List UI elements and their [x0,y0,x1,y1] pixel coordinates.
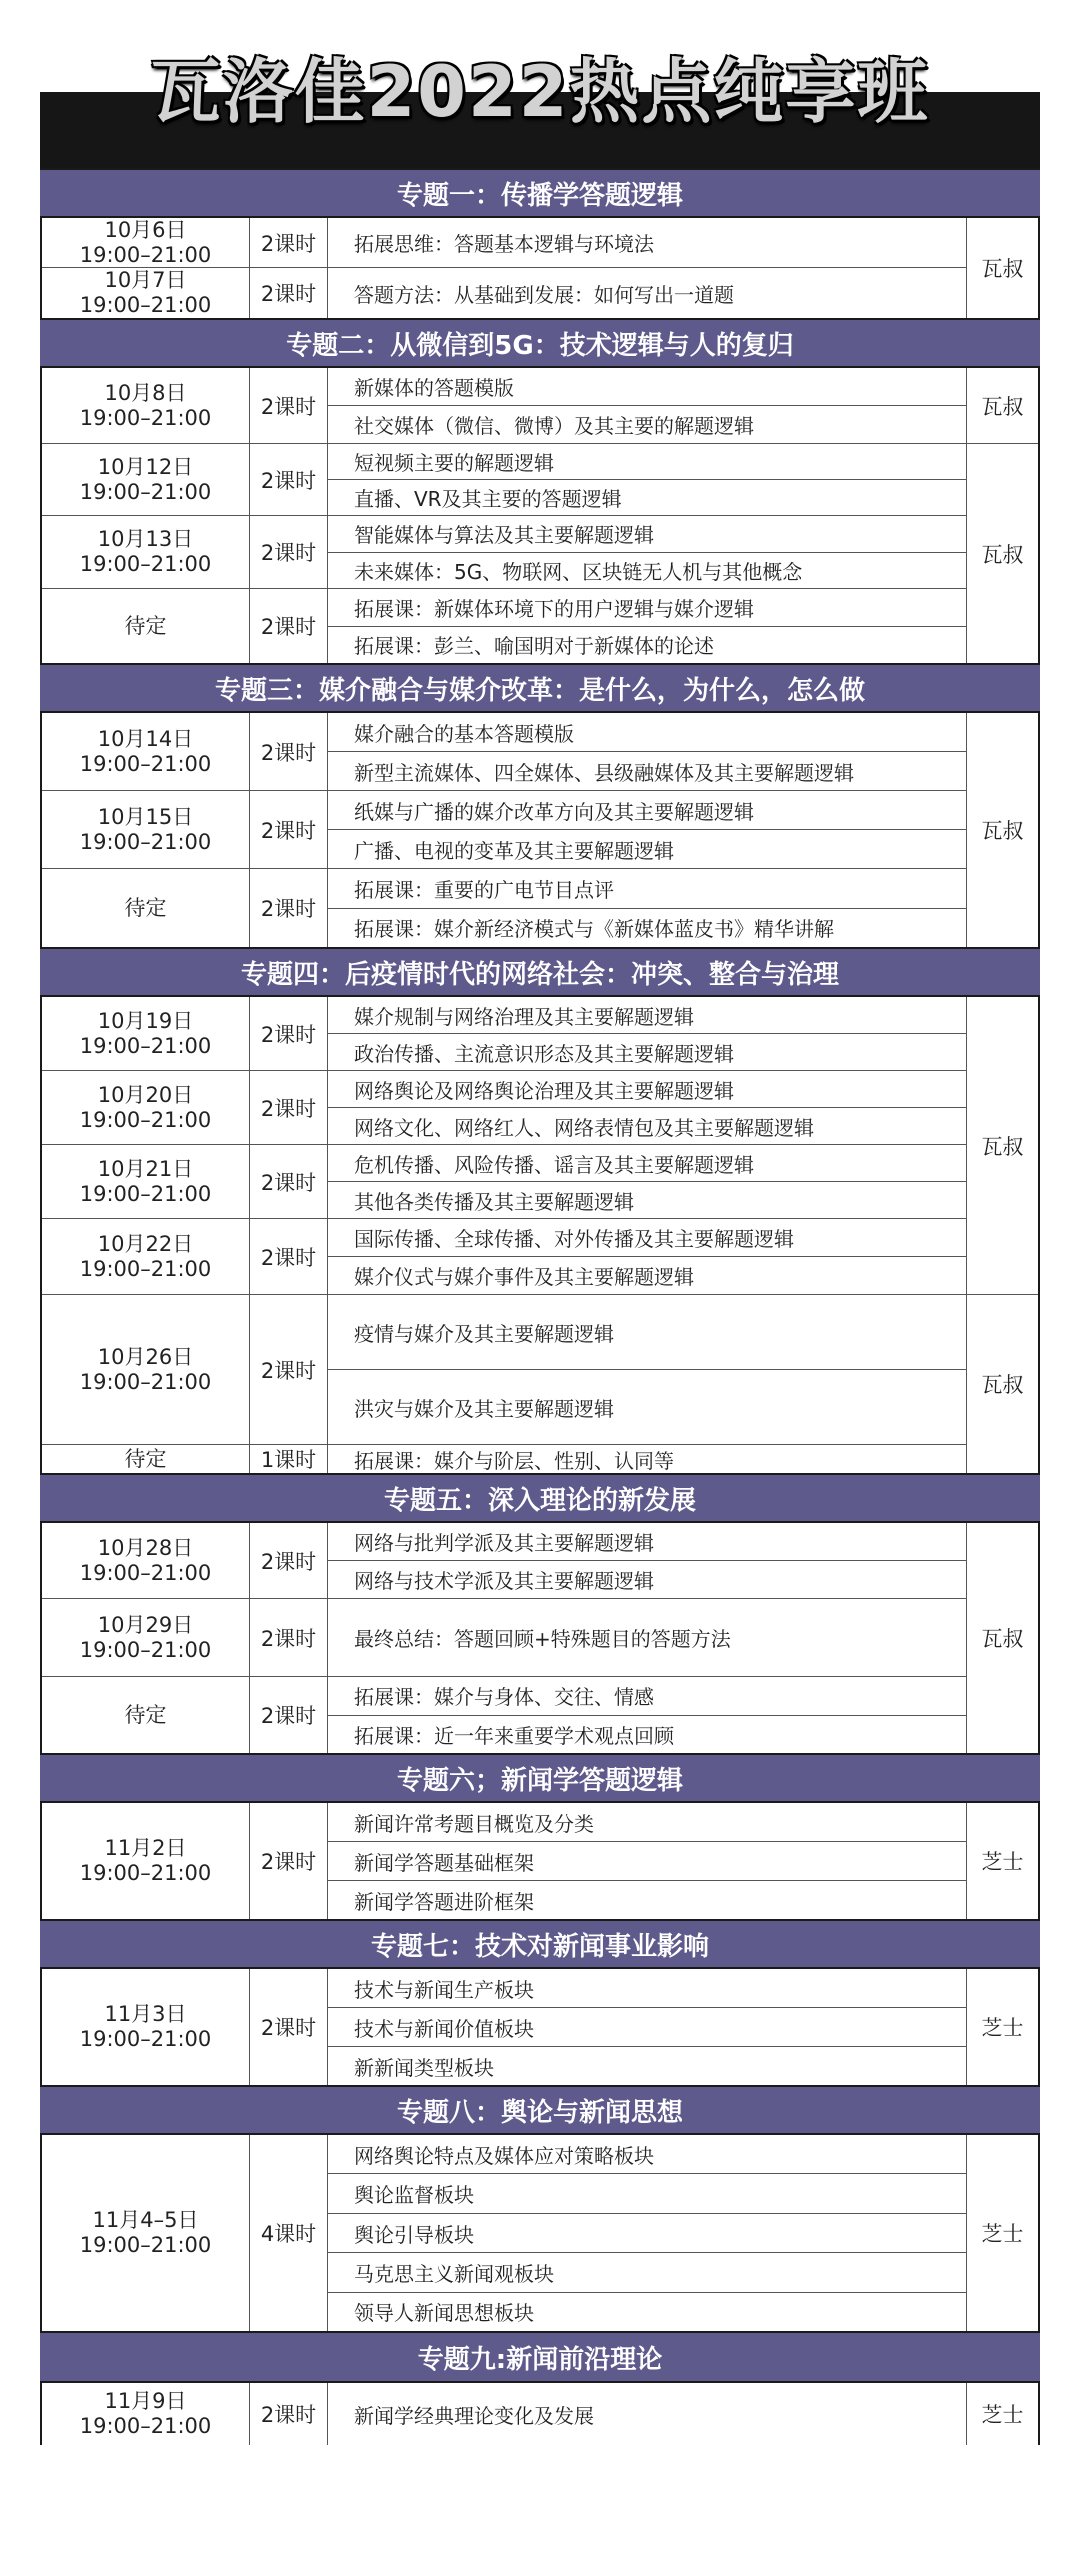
session-date: 11月2日 [104,1836,187,1860]
session-hours: 2课时 [250,1295,328,1444]
teacher-column [966,713,1038,947]
session-date-cell [42,444,250,515]
topic-block [40,2383,1040,2445]
table-row [42,368,966,444]
topic-header: 专题七：技术对新闻事业影响 [40,1919,1040,1969]
lesson-item: 新新闻类型板块 [354,2055,494,2080]
lesson-item: 新闻学答题基础框架 [328,1842,966,1881]
session-hours: 2课时 [250,444,328,515]
table-row [42,2135,966,2331]
teacher-name: 瓦叔 [981,819,1024,843]
session-time: 19:00–21:00 [79,1861,212,1885]
topic-block [40,2135,1040,2331]
lesson-item: 最终总结：答题回顾+特殊题目的答题方法 [354,1627,731,1651]
topic-header: 专题四：后疫情时代的网络社会：冲突、整合与治理 [40,947,1040,997]
table-row [42,268,966,318]
session-date: 10月19日 [97,1008,194,1033]
session-time: 19:00–21:00 [79,405,212,430]
topic-block [40,1803,1040,1919]
table-row [42,589,966,663]
lesson-item: 新型主流媒体、四全媒体、县级融媒体及其主要解题逻辑 [354,760,854,785]
session-hours: 2课时 [250,368,328,443]
session-hours: 2课时 [250,1969,328,2085]
table-row [42,1599,966,1677]
teacher-column [966,1969,1038,2085]
session-date: 11月3日 [104,2002,187,2026]
teacher-name: 瓦叔 [981,1373,1024,1397]
session-hours: 2课时 [250,1145,328,1218]
teacher-column [966,997,1038,1473]
lesson-item: 新闻学答题进阶框架 [354,1889,534,1914]
session-date: 11月9日 [104,2389,187,2413]
session-date-cell [42,1145,250,1218]
lesson-item: 未来媒体：5G、物联网、区块链无人机与其他概念 [354,559,803,584]
session-date: 10月15日 [97,804,194,829]
session-date: 10月6日 [104,217,187,242]
table-row [42,1145,966,1219]
lesson-item: 媒介规制与网络治理及其主要解题逻辑 [328,997,966,1034]
lesson-item: 舆论监督板块 [328,2174,966,2213]
session-date-cell [42,268,250,318]
teacher-column [966,2135,1038,2331]
session-date: 待定 [124,895,167,920]
session-items [328,1219,966,1294]
lesson-item: 社交媒体（微信、微博）及其主要的解题逻辑 [354,414,754,438]
session-date: 10月28日 [97,1535,194,1560]
session-date-cell [42,1445,250,1473]
session-time: 19:00–21:00 [79,2233,212,2257]
session-date: 10月14日 [97,726,194,751]
session-time: 19:00–21:00 [79,1107,212,1132]
lesson-item: 拓展课：彭兰、喻国明对于新媒体的论述 [354,634,714,659]
session-items [328,516,966,588]
session-hours: 4课时 [250,2135,328,2331]
teacher-name: 芝士 [981,2222,1024,2246]
session-items [328,1445,966,1473]
teacher-name: 瓦叔 [981,257,1024,281]
lesson-item: 疫情与媒介及其主要解题逻辑 [328,1295,966,1370]
session-hours: 2课时 [250,713,328,790]
table-row [42,1445,966,1473]
session-time: 19:00–21:00 [79,2027,212,2051]
lesson-item: 网络舆论特点及媒体应对策略板块 [328,2135,966,2174]
session-rows [42,1523,966,1753]
session-rows [42,2383,966,2445]
session-date-cell [42,1599,250,1676]
session-hours: 2课时 [250,997,328,1070]
table-row [42,1803,966,1919]
session-date: 待定 [124,613,167,638]
schedule-table [40,168,1040,2445]
session-time: 19:00–21:00 [79,1256,212,1281]
session-hours: 2课时 [250,1523,328,1598]
session-items [328,1071,966,1144]
teacher-column [966,218,1038,318]
session-date-cell [42,1677,250,1753]
session-date-cell [42,2383,250,2445]
session-hours: 2课时 [250,1071,328,1144]
session-date: 10月13日 [97,527,194,551]
session-items [328,869,966,947]
lesson-item: 广播、电视的变革及其主要解题逻辑 [354,838,674,863]
lesson-item: 政治传播、主流意识形态及其主要解题逻辑 [354,1041,734,1066]
session-date: 10月29日 [97,1612,194,1637]
session-items [328,268,966,318]
teacher-column [966,1803,1038,1919]
table-row [42,218,966,268]
session-hours: 2课时 [250,869,328,947]
session-date-cell [42,516,250,588]
session-date-cell [42,1523,250,1598]
session-date-cell [42,1803,250,1919]
teacher-name: 瓦叔 [981,1627,1024,1651]
lesson-item: 媒介融合的基本答题模版 [328,713,966,752]
session-hours: 2课时 [250,2383,328,2445]
session-hours: 2课时 [250,589,328,663]
session-date: 待定 [124,1446,167,1471]
session-time: 19:00–21:00 [79,1033,212,1058]
table-row [42,1071,966,1145]
topic-block [40,218,1040,318]
session-date-cell [42,2135,250,2331]
session-hours: 2课时 [250,218,328,267]
teacher-column [966,2383,1038,2445]
lesson-item: 直播、VR及其主要的答题逻辑 [354,487,622,511]
lesson-item: 网络文化、网络红人、网络表情包及其主要解题逻辑 [354,1115,814,1140]
session-items [328,218,966,267]
session-date-cell [42,218,250,267]
page-title: 瓦洛佳2022热点纯享班 [150,51,930,133]
table-row [42,1677,966,1753]
lesson-item: 国际传播、全球传播、对外传播及其主要解题逻辑 [328,1219,966,1257]
session-date-cell [42,1295,250,1444]
session-date-cell [42,368,250,443]
session-hours: 1课时 [250,1445,328,1473]
session-date-cell [42,589,250,663]
session-time: 19:00–21:00 [79,1369,212,1394]
session-date-cell [42,713,250,790]
session-time: 19:00–21:00 [79,293,212,317]
session-date: 10月7日 [104,268,187,292]
session-hours: 2课时 [250,791,328,868]
session-hours: 2课时 [250,1219,328,1294]
table-row [42,516,966,589]
session-date: 10月21日 [97,1156,194,1181]
lesson-item: 舆论引导板块 [328,2214,966,2253]
topic-block [40,713,1040,947]
lesson-item: 马克思主义新闻观板块 [328,2253,966,2292]
session-items [328,2135,966,2331]
session-time: 19:00–21:00 [79,1637,212,1662]
teacher-name: 瓦叔 [967,997,1038,1295]
session-date-cell [42,1969,250,2085]
topic-header: 专题二：从微信到5G：技术逻辑与人的复归 [40,318,1040,368]
lesson-item: 拓展课：媒介新经济模式与《新媒体蓝皮书》精华讲解 [354,917,834,942]
session-date: 10月8日 [104,380,187,405]
lesson-item: 洪灾与媒介及其主要解题逻辑 [354,1396,614,1421]
session-time: 19:00–21:00 [79,1181,212,1206]
lesson-item: 其他各类传播及其主要解题逻辑 [354,1189,634,1214]
session-date-cell [42,1219,250,1294]
session-hours: 2课时 [250,268,328,318]
table-row [42,1295,966,1445]
lesson-item: 危机传播、风险传播、谣言及其主要解题逻辑 [328,1145,966,1182]
lesson-item: 媒介仪式与媒介事件及其主要解题逻辑 [354,1265,694,1289]
lesson-item: 新媒体的答题模版 [328,368,966,406]
table-row [42,1523,966,1599]
session-items [328,791,966,868]
table-row [42,1969,966,2085]
session-time: 19:00–21:00 [79,829,212,854]
session-rows [42,1803,966,1919]
topic-block [40,997,1040,1473]
table-row [42,791,966,869]
lesson-item: 网络与批判学派及其主要解题逻辑 [328,1523,966,1561]
table-row [42,444,966,516]
session-date-cell [42,997,250,1070]
session-items [328,1523,966,1598]
lesson-item: 领导人新闻思想板块 [354,2301,534,2326]
topic-block [40,368,1040,663]
session-items [328,1969,966,2085]
session-items [328,997,966,1070]
lesson-item: 拓展课：媒介与身体、交往、情感 [328,1677,966,1716]
teacher-name: 瓦叔 [981,542,1024,567]
session-items [328,1145,966,1218]
session-date-cell [42,791,250,868]
session-date: 10月20日 [97,1082,194,1107]
topic-header: 专题三：媒介融合与媒介改革：是什么，为什么，怎么做 [40,663,1040,713]
topic-header: 专题九:新闻前沿理论 [40,2331,1040,2383]
lesson-item: 拓展课：重要的广电节目点评 [328,869,966,909]
teacher-name: 芝士 [981,2016,1024,2040]
lesson-item: 短视频主要的解题逻辑 [328,444,966,480]
teacher-column [966,1523,1038,1753]
session-time: 19:00–21:00 [79,2414,212,2438]
session-hours: 2课时 [250,1599,328,1676]
lesson-item: 拓展课：新媒体环境下的用户逻辑与媒介逻辑 [328,589,966,627]
session-items [328,1295,966,1444]
session-rows [42,2135,966,2331]
topic-header: 专题六；新闻学答题逻辑 [40,1753,1040,1803]
topic-header: 专题五：深入理论的新发展 [40,1473,1040,1523]
session-items [328,1803,966,1919]
table-row [42,997,966,1071]
lesson-item: 网络与技术学派及其主要解题逻辑 [354,1569,654,1593]
session-date-cell [42,869,250,947]
session-date-cell [42,1071,250,1144]
topic-block [40,1969,1040,2085]
table-row [42,1219,966,1295]
lesson-item: 纸媒与广播的媒介改革方向及其主要解题逻辑 [328,791,966,830]
table-row [42,713,966,791]
session-hours: 2课时 [250,1677,328,1753]
lesson-item: 拓展课：媒介与阶层、性别、认同等 [354,1449,674,1473]
session-rows [42,713,966,947]
lesson-item: 技术与新闻价值板块 [328,2008,966,2047]
teacher-name: 芝士 [981,1850,1024,1874]
session-date: 10月22日 [97,1231,194,1256]
table-row [42,869,966,947]
lesson-item: 智能媒体与算法及其主要解题逻辑 [328,516,966,553]
session-items [328,444,966,515]
session-date: 10月26日 [97,1344,194,1369]
session-items [328,713,966,790]
session-items [328,589,966,663]
lesson-item: 拓展思维：答题基本逻辑与环境法 [354,232,654,256]
session-rows [42,997,966,1473]
table-row [42,2383,966,2445]
topic-header: 专题一：传播学答题逻辑 [40,168,1040,218]
session-date: 11月4–5日 [92,2208,199,2232]
topic-block [40,1523,1040,1753]
session-hours: 2课时 [250,1803,328,1919]
session-date: 10月12日 [97,454,194,479]
teacher-column [966,368,1038,663]
session-rows [42,368,966,663]
session-rows [42,1969,966,2085]
session-items [328,1677,966,1753]
topic-header: 专题八：舆论与新闻思想 [40,2085,1040,2135]
lesson-item: 答题方法：从基础到发展：如何写出一道题 [354,282,734,307]
session-time: 19:00–21:00 [79,242,212,267]
lesson-item: 技术与新闻生产板块 [328,1969,966,2008]
session-items [328,1599,966,1676]
session-time: 19:00–21:00 [79,552,212,576]
session-hours: 2课时 [250,516,328,588]
session-items [328,368,966,443]
session-rows [42,218,966,318]
session-time: 19:00–21:00 [79,479,212,504]
teacher-name: 瓦叔 [967,368,1038,444]
session-items [328,2383,966,2445]
session-time: 19:00–21:00 [79,751,212,776]
session-date: 待定 [124,1702,167,1727]
lesson-item: 网络舆论及网络舆论治理及其主要解题逻辑 [328,1071,966,1108]
teacher-name: 芝士 [981,2403,1024,2427]
session-time: 19:00–21:00 [79,1560,212,1585]
lesson-item: 拓展课：近一年来重要学术观点回顾 [354,1723,674,1748]
lesson-item: 新闻学经典理论变化及发展 [354,2403,594,2428]
lesson-item: 新闻许常考题目概览及分类 [328,1803,966,1842]
